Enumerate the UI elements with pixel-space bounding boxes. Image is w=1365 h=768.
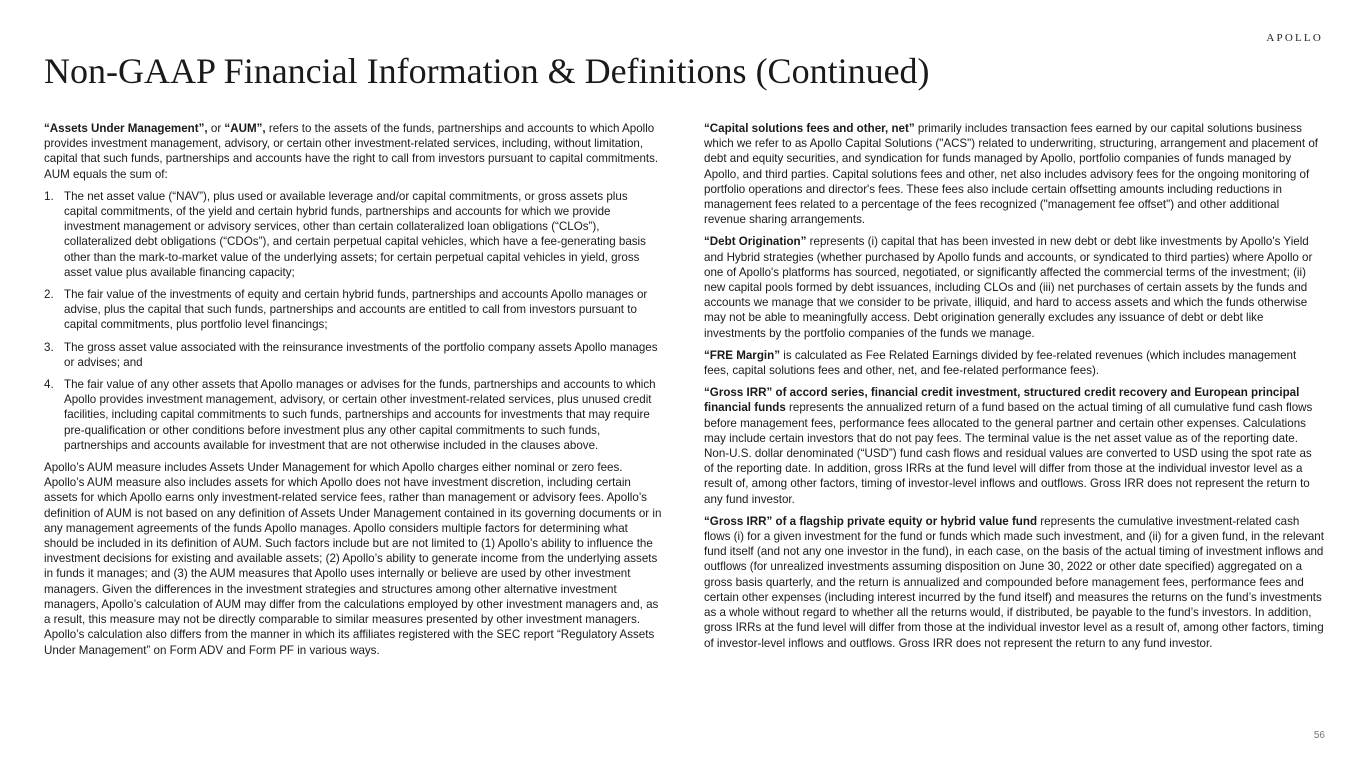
aum-term: “Assets Under Management”,: [44, 122, 208, 135]
left-column: [44, 121, 664, 665]
definition-debt-origination: [704, 234, 1324, 340]
aum-term-abbrev: “AUM”,: [224, 122, 266, 135]
list-item-text: The fair value of the investments of equity and certain hybrid funds, partnerships and accounts Apollo manages or advise, plus the capital that such funds, partnerships and accounts are entitled to call from investors pursuant to capital commitments, plus portfolio level financings;: [64, 288, 648, 332]
definition-text: is calculated as Fee Related Earnings divided by fee-related revenues (which includes management fees, capital solutions fees and other, net, and fee-related performance fees).: [704, 348, 1297, 378]
list-item-number: 1.: [44, 189, 54, 203]
definition-text: represents the cumulative investment-related cash flows (i) for a given investment for the fund or funds which made such investment, and (ii) for a given fund, in the relevant fund itself (and not any one investor in the fund), in each case, on the basis of the actual timing of investment inflows and outflows (for unrealized investments assuming disposition on June 30, 2022 or other date specified) aggregated on a gross basis quarterly, and the return is annualized and compounded before management fees, performance fees and certain other expenses (including interest incurred by the fund itself) and measures the returns on the fund’s investments as a whole without regard to whether all the returns would, if distributed, be payable to the fund’s investors. In addition, gross IRRs at the fund level will differ from those at the individual investor level as a result of, among other factors, timing of investor-level inflows and outflows. Gross IRR does not represent the return to any fund investor.: [704, 514, 1324, 650]
aum-term-connector: or: [207, 122, 225, 135]
list-item: [44, 377, 664, 453]
definition-gross-irr-flagship-fund: [704, 514, 1324, 651]
list-item-text: The fair value of any other assets that Apollo manages or advises for the funds, partnerships and accounts to which Apollo provides investment management, advisory, or certain other investment-related services, plus unused credit facilities, including capital commitments to such funds, partnerships and accounts for investments that may require pre-qualification or other conditions before investment plus any other capital commitments to such funds, partnerships and accounts available for investment that are not otherwise included in the clauses above.: [64, 378, 656, 452]
list-item-number: 4.: [44, 378, 54, 392]
definition-capital-solutions-fees: [704, 121, 1324, 227]
definition-fre-margin: [704, 348, 1324, 378]
definition-gross-irr-credit-funds: [704, 385, 1324, 507]
definition-term: “FRE Margin”: [704, 348, 781, 362]
list-item-text: The gross asset value associated with the reinsurance investments of the portfolio company assets Apollo manages or advises; and: [64, 340, 658, 369]
page-number: 56: [1313, 730, 1325, 741]
list-item-text: The net asset value (“NAV”), plus used or available leverage and/or capital commitments, or gross assets plus capital commitments, of the yield and certain hybrid funds, partnerships and accounts for which we provide investment management or advisory services, other than certain collateralized loan obligations (“CLOs”), collateralized debt obligations (“CDOs”), and certain perpetual capital vehicles, which have a fee-generating basis other than the mark-to-market value of the underlying assets; for certain perpetual capital vehicles in yield, gross asset value plus available financing capacity;: [64, 189, 646, 279]
list-item-number: 3.: [44, 340, 54, 354]
definition-term: “Capital solutions fees and other, net”: [704, 122, 915, 135]
apollo-logo: APOLLO: [1266, 32, 1323, 44]
definition-term: “Debt Origination”: [704, 235, 807, 249]
list-item: [44, 340, 664, 370]
aum-components-list: [44, 189, 664, 453]
definition-text: represents the annualized return of a fund based on the actual timing of all cumulative fund cash flows before management fees, performance fees allocated to the general partner and certain other expenses. Calculations may include certain investors that do not pay fees. The terminal value is the net asset value as of the reporting date. Non-U.S. dollar denominated (“USD”) fund cash flows and residual values are converted to USD using the spot rate as of the reporting date. In addition, gross IRRs at the fund level will differ from those at the individual investor level as a result of, among other factors, timing of investor-level inflows and outflows. Gross IRR does not represent the return to any fund investor.: [704, 401, 1313, 506]
definition-text: primarily includes transaction fees earned by our capital solutions business which we refer to as Apollo Capital Solutions ("ACS") related to underwriting, structuring, arrangement and placement of debt and equity securities, and syndication for funds managed by Apollo, portfolio companies of funds managed by Apollo, and third parties. Capital solutions fees and other, net also includes advisory fees for the ongoing monitoring of portfolio operations and director's fees. These fees also include certain offsetting amounts including reductions in management fees related to a percentage of the fees recognized ("management fee offset") and other additional revenue sharing arrangements.: [704, 122, 1318, 227]
definition-text: represents (i) capital that has been invested in new debt or debt like investments by Apollo's Yield and Hybrid strategies (whether purchased by Apollo funds and accounts, or syndicated to third parties) where Apollo or one of Apollo's platforms has sourced, negotiated, or significantly affected the commercial terms of the investment; (ii) new capital pools formed by debt issuances, including CLOs and (iii) net purchases of certain assets by the funds and accounts we manage that we consider to be private, illiquid, and hard to access assets and which the funds otherwise may not be able to meaningfully access. Debt origination generally excludes any issuance of debt or debt like investments by the portfolio companies of the funds we manage.: [704, 235, 1313, 340]
right-column: [704, 121, 1324, 658]
list-item: [44, 287, 664, 333]
page-title: Non-GAAP Financial Information & Definitions (Continued): [44, 51, 930, 91]
list-item-number: 2.: [44, 288, 54, 302]
definition-term: “Gross IRR” of accord series, financial credit investment, structured credit recovery and European principal financial funds: [704, 386, 1300, 415]
aum-definition: [44, 121, 664, 182]
definition-term: “Gross IRR” of a flagship private equity or hybrid value fund: [704, 514, 1038, 528]
aum-definition-text: refers to the assets of the funds, partnerships and accounts to which Apollo provides investment management, advisory, or certain other investment-related services, including, without limitation, capital that such funds, partnerships and accounts have the right to call from investors pursuant to capital commitments. AUM equals the sum of:: [44, 122, 659, 181]
aum-closing-paragraph: Apollo’s AUM measure includes Assets Under Management for which Apollo charges either nominal or zero fees. Apollo’s AUM measure also includes assets for which Apollo does not have investment discretion, including certain assets for which Apollo earns only investment-related service fees, rather than management or advisory fees. Apollo’s definition of AUM is not based on any definition of Assets Under Management contained in its governing documents or in any management agreements of the funds Apollo manages. Apollo considers multiple factors for determining what should be included in its definition of AUM. Such factors include but are not limited to (1) Apollo’s ability to influence the investment decisions for existing and available assets; (2) Apollo’s ability to generate income from the underlying assets in funds it manages; and (3) the AUM measures that Apollo uses internally or believe are used by other investment managers. Given the differences in the investment strategies and structures among other alternative investment managers, Apollo’s calculation of AUM may differ from the calculations employed by other investment managers and, as a result, this measure may not be directly comparable to similar measures presented by other investment managers. Apollo’s calculation also differs from the manner in which its affiliates registered with the SEC report “Regulatory Assets Under Management” on Form ADV and Form PF in various ways.: [44, 461, 662, 657]
list-item: [44, 189, 664, 280]
